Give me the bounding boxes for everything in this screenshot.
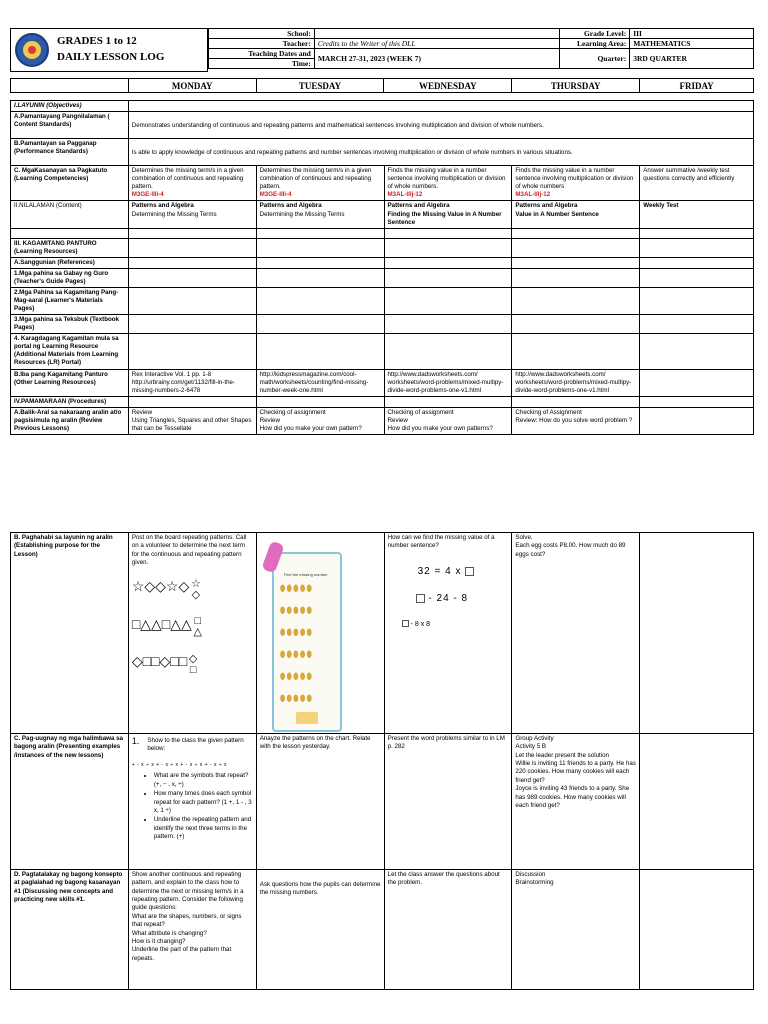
other-thu: http://www.dadsworksheets.com/ worksheets/word-problems/mixed-multipy-divide-word-problems-one-v1.html: [512, 369, 640, 396]
day-friday: FRIDAY: [640, 79, 754, 93]
procedures-label: IV.PAMAMARAAN (Procedures): [11, 396, 129, 407]
objectives-label: I.LAYUNIN (Objectives): [11, 101, 129, 112]
shape-pattern-1: ☆◇◇☆◇ ☆ ◇: [131, 577, 201, 601]
grade-label: Grade Level:: [560, 29, 630, 39]
examples-wed: Present the word problems similar to in LM p. 282: [384, 734, 512, 870]
lesson-table: [10, 100, 754, 435]
content-std-text: Demonstrates understanding of continuous and repeating patterns and mathematical sentences involving multiplication and division of whole numbers.: [128, 112, 753, 139]
days-header: [10, 78, 754, 93]
quarter-label: Quarter:: [560, 49, 630, 69]
content-label: II.NILALAMAN (Content): [11, 201, 129, 228]
comp-mon-text: Determines the missing term/s in a given combination of continuous and repeating pattern.: [131, 167, 244, 191]
school-label: School:: [209, 29, 315, 39]
content-mon: [128, 201, 256, 228]
purpose-thu: Solve. Each egg costs P8.00. How much do 89 eggs cost?: [512, 533, 640, 734]
blank-box-icon: [402, 620, 409, 627]
comp-wed-text: Finds the missing value in a number sentence involving multiplication or division of whole numbers.: [387, 167, 506, 191]
lesson-table-2: [10, 532, 754, 990]
examples-thu: Group Activity Activity 5 B Let the leader present the solution Willie is inviting 11 friends to a party. He has 220 cookies. How many cookies will each friend get? Joyce is inviting 43 friends to a party. She has 989 cookies. How many cookies will each friend get?: [512, 734, 640, 870]
quarter-value: 3RD QUARTER: [630, 49, 754, 69]
review-label: A.Balik-Aral sa nakaraang aralin at/o pagsisimula ng aralin (Review Previous Lessons): [11, 407, 129, 434]
content-thu: [512, 201, 640, 228]
days-corner: [11, 79, 129, 93]
other-label: B.Iba pang Kagamitang Panturo (Other Learning Resources): [11, 369, 129, 396]
content-tue: [256, 201, 384, 228]
examples-tue: Anayze the patterns on the chart. Relate with the lesson yesterday.: [256, 734, 384, 870]
content-wed: [384, 201, 512, 228]
comp-fri: [640, 166, 754, 201]
review-mon: Review Using Triangles, Squares and other Shapes that can be Tessellate: [128, 407, 256, 434]
dates-label-2: Time:: [209, 59, 315, 69]
examples-label: C. Pag-uugnay ng mga halimbawa sa bagong aralin (Presenting examples /instances of the new lessons): [11, 734, 129, 870]
logo-box: [10, 28, 208, 72]
examples-mon: 1. Show to the class the given pattern below: + - x ÷ x + - x ÷ x + - x ÷ x + - x ÷ x • What are the symbols that repeat? (+, − , x, ÷) • How many times does each symbol repeat for each pattern? (1 +, 1 - , 3 x, 1 ÷) • Underline the repeating pattern and identify the next three terms in the pattern. (+): [128, 734, 256, 870]
guide-question-list: • What are the symbols that repeat? (+, − , x, ÷) • How many times does each symbol repeat for each pattern? (1 +, 1 - , 3 x, 1 ÷) • Underline the repeating pattern and identify the next three terms in the pattern. (+): [140, 772, 253, 841]
day-tuesday: TUESDAY: [256, 79, 384, 93]
comp-tue-code: M3GE-IIIi-4: [259, 191, 292, 199]
content-thu-l2: Value in A Number Sentence: [515, 210, 599, 218]
logo-title: GRADES 1 to 12: [57, 35, 137, 47]
comp-mon-code: M3GE-IIIi-4: [131, 191, 164, 199]
purpose-tue: [256, 533, 384, 734]
tg-label: 1.Mga pahina sa Gabay ng Guro (Teacher's Guide Pages): [11, 268, 129, 287]
other-fri: [640, 369, 754, 396]
comp-wed: [384, 166, 512, 201]
teacher-value: Credits to the Writer of this DLL: [314, 39, 559, 49]
day-monday: MONDAY: [128, 79, 256, 93]
review-wed: Checking of assignment Review How did you make your own patterns?: [384, 407, 512, 434]
other-wed: http://www.dadsworksheets.com/ worksheets/word-problems/mixed-multipy-divide-word-problems-one-v1.html: [384, 369, 512, 396]
competencies-label: C. MgaKasanayan sa Pagkatuto (Learning Competencies): [11, 166, 129, 201]
logo-subtitle: DAILY LESSON LOG: [57, 51, 165, 63]
comp-thu: [512, 166, 640, 201]
day-wednesday: WEDNESDAY: [384, 79, 512, 93]
shape-pattern-2: □△△□△△ □ △: [131, 615, 202, 639]
purpose-label: B. Paghahabi sa layunin ng aralin (Establishing purpose for the Lesson): [11, 533, 129, 734]
review-thu: Checking of Assignment Review: How do you solve word problem ?: [512, 407, 640, 434]
content-mon-l1: Patterns and Algebra: [131, 202, 194, 210]
lm-label: 2.Mga Pahina sa Kagamitang Pang-Mag-aaral (Learner's Materials Pages): [11, 287, 129, 314]
references-label: A.Sanggunian (References): [11, 257, 129, 268]
other-tue: http://kidspressmagazine.com/cool-math/worksheets/counting/find-missing-number-week-one.html: [256, 369, 384, 396]
discuss-label: D. Pagtatalakay ng bagong konsepto at paglalahad ng bagong kasanayan #1 (Discussing new concepts and practicing new skills #1.: [11, 870, 129, 990]
lr-label: 4. Karagdagang Kagamitan mula sa portal ng Learning Resource (Additional Materials from Learning Resources (LR) Portal): [11, 334, 129, 369]
discuss-thu: Discussion Brainstorming: [512, 870, 640, 990]
content-thu-l1: Patterns and Algebra: [515, 202, 578, 210]
purpose-mon-text: Post on the board repeating patterns. Call on a volunteer to determine the next term for the continuous and repeating pattern given.: [131, 534, 247, 567]
dates-label-1: Teaching Dates and: [209, 49, 315, 59]
comp-tue-text: Determines the missing term/s in a given combination of continuous and repeating pattern.: [259, 167, 372, 191]
comp-mon: [128, 166, 256, 201]
info-table: [208, 28, 754, 69]
discuss-wed: Let the class answer the questions about the problem.: [384, 870, 512, 990]
content-fri: [640, 201, 754, 228]
deped-seal-icon: [15, 33, 49, 67]
dates-value: MARCH 27-31, 2023 (WEEK 7): [314, 49, 559, 69]
content-mon-l2: Determining the Missing Terms: [131, 210, 217, 218]
grade-value: III: [630, 29, 754, 39]
purpose-mon: [128, 533, 256, 734]
purpose-wed-text: How can we find the missing value of a number sentence?: [387, 534, 495, 550]
comp-thu-code: M3AL-IIIj-12: [515, 191, 551, 199]
perf-std-label: B.Pamantayan sa Pagganap (Performance Standards): [11, 139, 129, 166]
pencil-icon: [261, 541, 284, 574]
comp-fri-text: Answer summative /weekly test questions correctly and efficiently: [643, 167, 735, 183]
shape-pattern-3: ◇□□◇□□ ◇ □: [131, 652, 198, 676]
other-mon: Rex Interactive Vol. 1 pp. 1-8 http://urbrainy.com/get/1132/fill-in-the-missing-numbers-2-6478: [128, 369, 256, 396]
teacher-label: Teacher:: [209, 39, 315, 49]
content-wed-l2: Finding the Missing Value in A Number Sentence: [387, 210, 502, 226]
day-thursday: THURSDAY: [512, 79, 640, 93]
tb-label: 3.Mga pahina sa Teksbuk (Textbook Pages): [11, 315, 129, 334]
examples-fri: [640, 734, 754, 870]
blank-box-icon: [416, 594, 425, 603]
content-tue-l2: Determining the Missing Terms: [259, 210, 345, 218]
perf-std-text: Is able to apply knowledge of continuous and repeating patterns and number sentences involving multiplication or division of whole numbers in various situations.: [128, 139, 753, 166]
content-std-label: A.Pamantayang Pangnilalaman ( Content Standards): [11, 112, 129, 139]
content-tue-l1: Patterns and Algebra: [259, 202, 322, 210]
review-fri: [640, 407, 754, 434]
comp-wed-code: M3AL-IIIj-12: [387, 191, 423, 199]
equation-1: 32 = 4 x: [418, 565, 509, 579]
discuss-mon: Show another continuous and repeating pattern, and explain to the class how to determine the next or missing term/s in a repeating pattern. Consider the following guide questions: What are the shapes, numbers, or signs that repeat? What attribute is changing? How is it changing? Underline the part of the pattern that repeats.: [128, 870, 256, 990]
missing-number-worksheet: Find the missing number ⬮⬮⬮⬮⬮ ⬮⬮⬮⬮⬮ ⬮⬮⬮⬮⬮ ⬮⬮⬮⬮⬮ ⬮⬮⬮⬮⬮ ⬮⬮⬮⬮⬮: [272, 552, 342, 732]
content-fri-l1: Weekly Test: [643, 202, 679, 210]
equation-3: - 8 x 8: [402, 620, 509, 629]
purpose-fri: [640, 533, 754, 734]
comp-tue: [256, 166, 384, 201]
symbol-pattern: + - x ÷ x + - x ÷ x + - x ÷ x + - x ÷ x: [131, 761, 228, 768]
page-one: [0, 28, 768, 432]
school-value: [314, 29, 559, 39]
header: [0, 28, 768, 74]
area-label: Learning Area:: [560, 39, 630, 49]
comp-thu-text: Finds the missing value in a number sentence involving multiplication or division of whole numbers: [515, 167, 634, 191]
discuss-tue: Ask questions how the pupils can determine the missing numbers.: [256, 870, 384, 990]
discuss-fri: [640, 870, 754, 990]
worksheet-footer-icon: [296, 712, 318, 724]
purpose-wed: [384, 533, 512, 734]
blank-box-icon: [465, 567, 474, 576]
area-value: MATHEMATICS: [630, 39, 754, 49]
resources-label: III. KAGAMITANG PANTURO (Learning Resources): [11, 238, 129, 257]
review-tue: Checking of assignment Review How did you make your own pattern?: [256, 407, 384, 434]
content-wed-l1: Patterns and Algebra: [387, 202, 450, 210]
equation-2: - 24 - 8: [416, 592, 509, 606]
